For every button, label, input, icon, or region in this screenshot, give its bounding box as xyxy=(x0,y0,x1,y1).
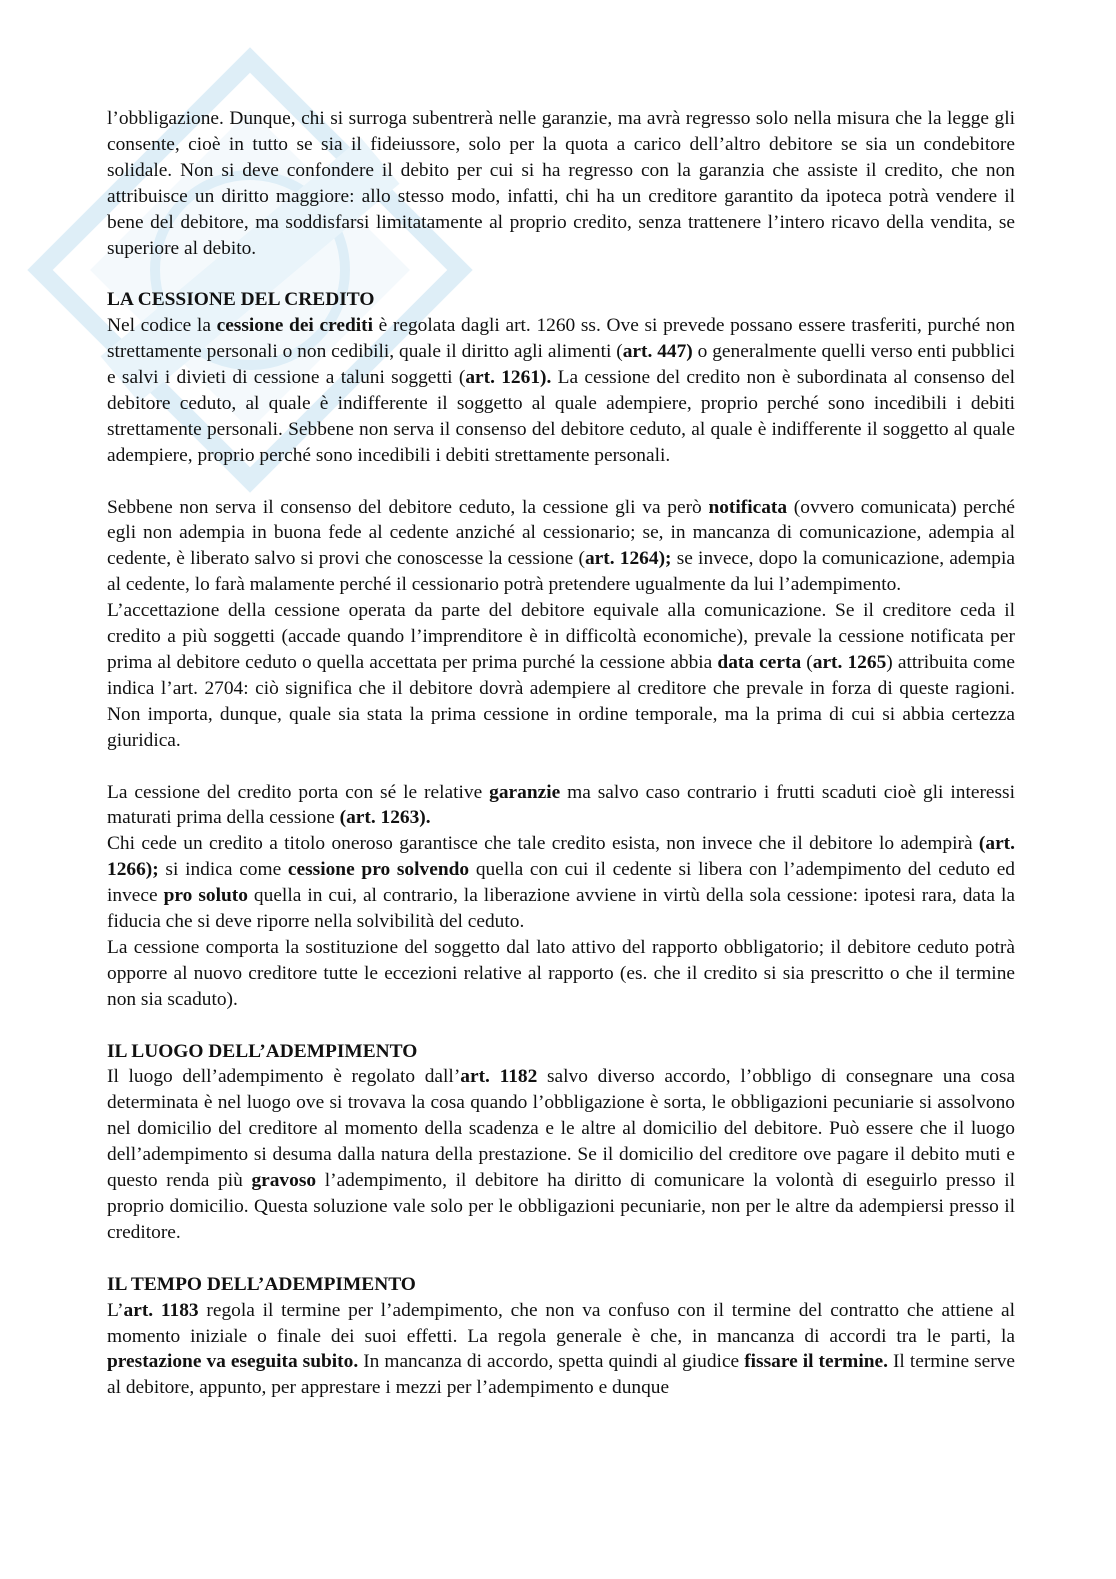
paragraph-notificata: Sebbene non serva il consenso del debitore ceduto, la cessione gli va però notificata (ovvero comunicata) perché egli non adempia in buona fede al cedente anziché al cessionario; se, in mancanza di comunicazione, adempia al cedente, è liberato salvo si provi che conoscesse la cessione (art. 1264); se invece, dopo la comunicazione, adempia al cedente, lo farà malamente perché il cessionario potrà pretendere ugualmente da lui l’adempimento. xyxy=(107,496,1016,596)
paragraph-tempo: L’art. 1183 regola il termine per l’adempimento, che non va confuso con il termine del contratto che attiene al momento iniziale o finale dei suoi effetti. La regola generale è che, in mancanza di accordi tra le parti, la prestazione va eseguita subito. In mancanza di accordo, spetta quindi al giudice fissare il termine. Il termine serve al debitore, appunto, per apprestare i mezzi per l’adempimento e dunque xyxy=(107,1299,1015,1399)
heading-luogo-adempimento: IL LUOGO DELL’ADEMPIMENTO xyxy=(107,1040,418,1062)
paragraph-luogo: Il luogo dell’adempimento è regolato dall’art. 1182 salvo diverso accordo, l’obbligo di consegnare una cosa determinata è nel luogo ove si trovava la cosa quando l’obbligazione è sorta, le obbligazioni pecuniarie si assolvono nel domicilio del creditore al momento della scadenza e le altre al domicilio del debitore. Può essere che il luogo dell’adempimento si desuma dalla natura della prestazione. Se il domicilio del creditore ove pagare il debito muti e questo renda più gravoso l’adempimento, il debitore ha diritto di comunicare la volontà di eseguirlo presso il proprio domicilio. Questa soluzione vale solo per le obbligazioni pecuniarie, non per le altre da adempiersi presso il creditore. xyxy=(107,1066,1015,1243)
paragraph-accettazione: L’accettazione della cessione operata da parte del debitore equivale alla comunicazione. Se il creditore ceda il credito a più soggetti (accade quando l’imprenditore è in difficoltà economiche), prevale la cessione notificata per prima al debitore ceduto o quella accettata per prima purché la cessione abbia data certa (art. 1265) attribuita come indica l’art. 2704: ciò significa che il debitore dovrà adempiere al creditore che prevale in forza di queste ragioni. Non importa, dunque, quale sia stata la prima cessione in ordine temporale, ma la prima di cui si abbia certezza giuridica. xyxy=(107,600,1015,751)
paragraph-sostituzione: La cessione comporta la sostituzione del soggetto dal lato attivo del rapporto obbligatorio; il debitore ceduto potrà opporre al nuovo creditore tutte le eccezioni relative al rapporto (es. che il credito si sia prescritto o che il termine non sia scaduto). xyxy=(107,936,1015,1010)
heading-tempo-adempimento: IL TEMPO DELL’ADEMPIMENTO xyxy=(107,1273,416,1295)
paragraph-pro-solvendo: Chi cede un credito a titolo oneroso garantisce che tale credito esista, non invece che il debitore lo adempirà (art. 1266); si indica come cessione pro solvendo quella con cui il cedente si libera con l’adempimento del ceduto ed invece pro soluto quella in cui, al contrario, la liberazione avviene in virtù della sola cessione: ipotesi rara, data la fiducia che si deve riporre nella solvibilità del ceduto. xyxy=(107,833,1015,933)
document-body xyxy=(107,106,1015,1401)
paragraph-surroga: l’obbligazione. Dunque, chi si surroga subentrerà nelle garanzie, ma avrà regresso solo nella misura che la legge gli consente, cioè in tutto se sia il fideiussore, solo per la quota a carico dell’altro debitore se sia un condebitore solidale. Non si deve confondere il debito per cui si ha regresso con la garanzia che assiste il credito, che non attribuisce un diritto maggiore: allo stesso modo, infatti, chi ha un creditore garantito da ipoteca potrà vendere il bene del debitore, ma soddisfarsi limitatamente al proprio credito, senza trattenere l’intero ricavo della vendita, se superiore al debito. xyxy=(107,108,1015,259)
paragraph-cessione-crediti: Nel codice la cessione dei crediti è regolata dagli art. 1260 ss. Ove si prevede possano essere trasferiti, purché non strettamente personali o non cedibili, quale il diritto agli alimenti (art. 447) o generalmente quelli verso enti pubblici e salvi i divieti di cessione a taluni soggetti (art. 1261). La cessione del credito non è subordinata al consenso del debitore ceduto, al quale è indifferente il soggetto al quale adempiere, proprio perché sono incedibili i debiti strettamente personali. Sebbene non serva il consenso del debitore ceduto, al quale è indifferente il soggetto al quale adempiere, proprio perché sono incedibili i debiti strettamente personali. xyxy=(107,315,1015,466)
paragraph-garanzie: La cessione del credito porta con sé le relative garanzie ma salvo caso contrario i frutti scaduti cioè gli interessi maturati prima della cessione (art. 1263). xyxy=(107,781,1015,829)
heading-cessione-credito: LA CESSIONE DEL CREDITO xyxy=(107,289,375,311)
